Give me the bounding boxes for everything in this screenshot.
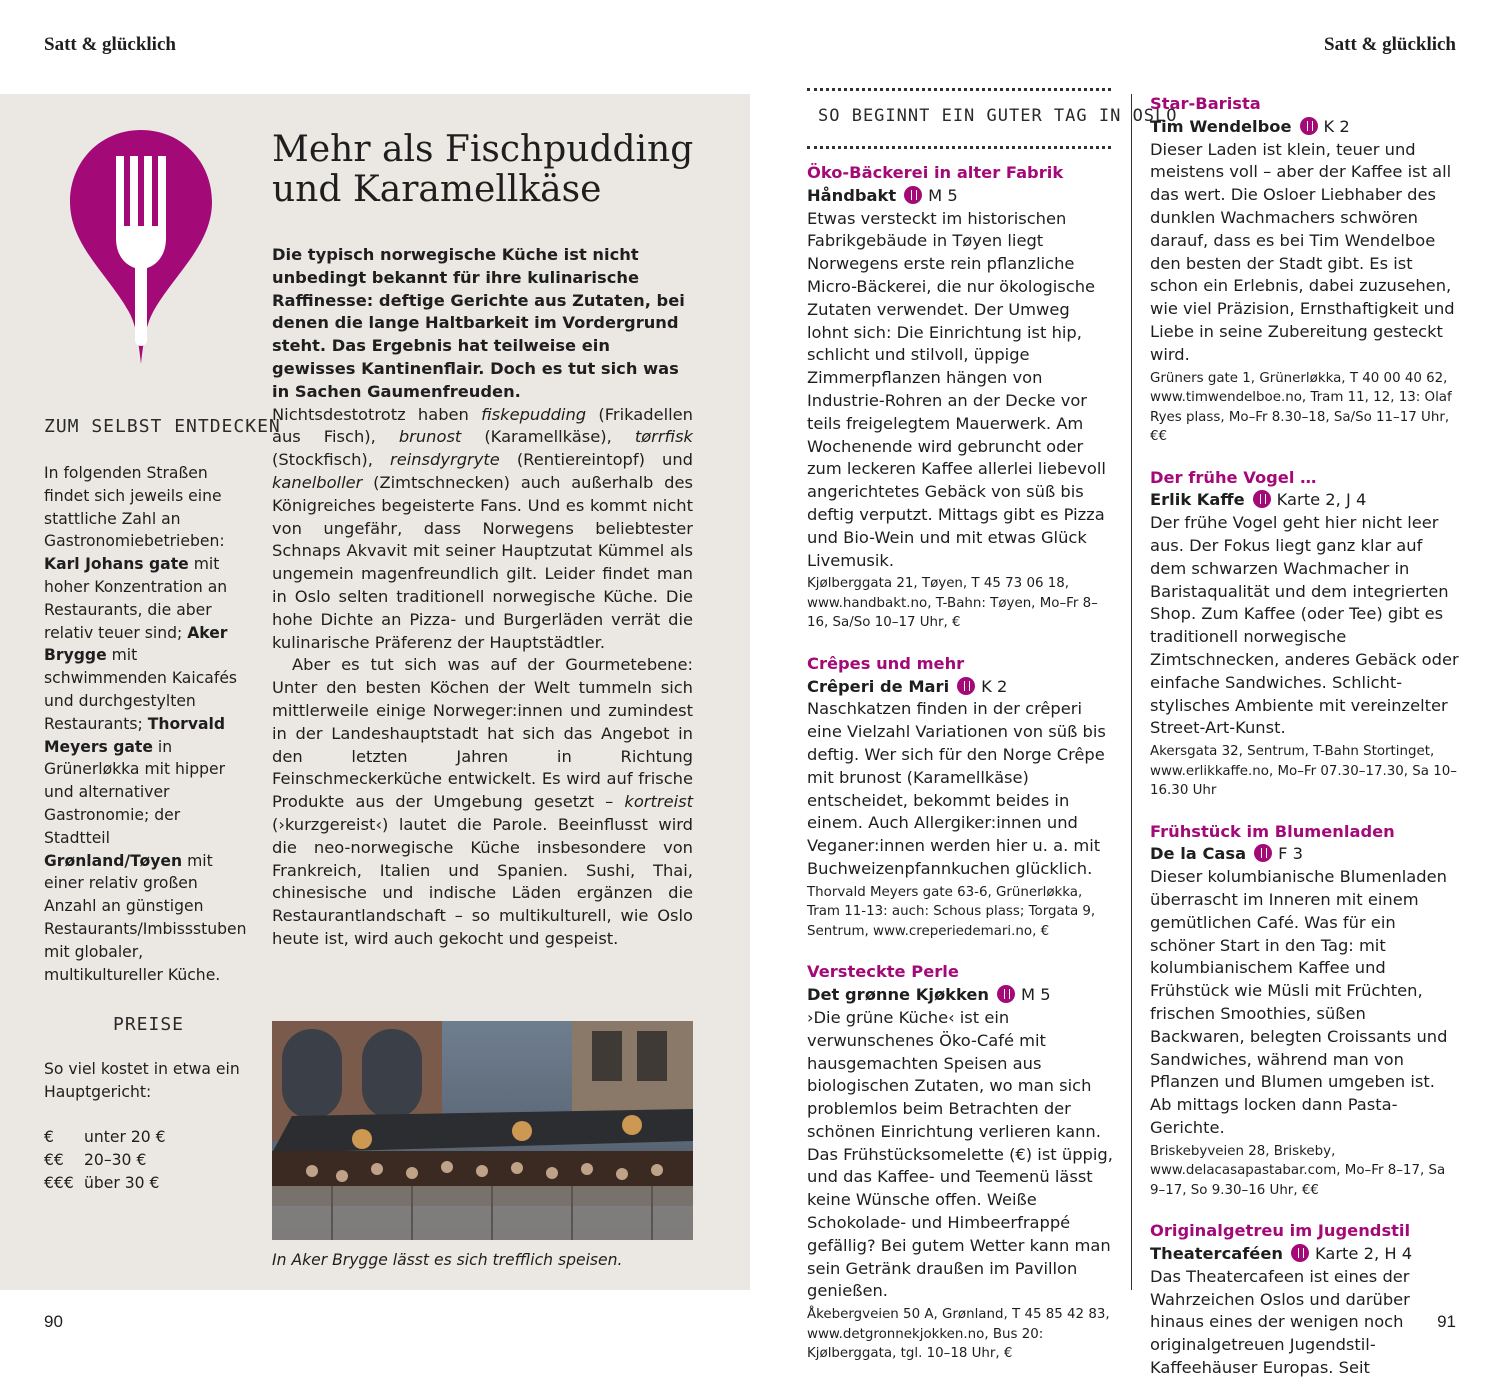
street-thorvald-meyers-gate: Thorvald Meyers gate (44, 714, 226, 756)
fork-pin-icon (66, 126, 216, 366)
tips-heading: SO BEGINNT EIN GUTER TAG IN OSLO (818, 106, 1178, 126)
fork-badge-icon (1300, 117, 1318, 135)
price-row: €€ 20–30 € (44, 1151, 147, 1170)
tip-address: Thorvald Meyers gate 63-6, Grünerløkka, Tram 11-13: auch: Schous plass; Torgata 9, Sentrum, www.creperiedemari.no, € (807, 884, 1096, 939)
tip-entry (807, 653, 1113, 941)
tip-headline: Crêpes und mehr (807, 653, 965, 673)
fork-badge-icon (1253, 490, 1271, 508)
tip-entry (1150, 93, 1460, 447)
page-number-right: 91 (1437, 1312, 1456, 1331)
article-body (272, 244, 693, 951)
tip-venue: Crêperi de Mari K 2 (807, 676, 1008, 696)
page-number-left: 90 (44, 1312, 63, 1331)
tip-entry (807, 162, 1113, 633)
column-divider (1131, 94, 1132, 1290)
tip-headline: Star-Barista (1150, 94, 1261, 113)
tip-venue: Tim Wendelboe K 2 (1150, 116, 1350, 136)
tip-venue: Theatercaféen Karte 2, H 4 (1150, 1244, 1413, 1264)
tip-venue: Håndbakt M 5 (807, 185, 958, 205)
tip-address: Akersgata 32, Sentrum, T-Bahn Stortinget, www.erlikkaffe.no, Mo–Fr 07.30–17.30, Sa 10–16.30 Uhr (1150, 744, 1457, 799)
tip-description: Dieser Laden ist klein, teuer und meistens voll – aber der Kaffee ist all das wert. Die Osloer Liebhaber des dunklen Wachmachers schwören darauf, dass es bei Tim Wendelboe den besten der Stadt gibt. Es ist schon ein Erlebnis, dabei zuzusehen, wie viel Präzision, Ernsthaftigkeit und Liebe in seine Zubereitung gesteckt wird. (1150, 139, 1455, 364)
prices-intro: So viel kostet in etwa ein Hauptgericht: (44, 1060, 240, 1101)
sidebar-text: In folgenden Straßen findet sich jeweils eine stattliche Zahl an Gastronomiebetrieben: Karl Johans gate mit hoher Konzentration an Restaurants, die aber relativ teuer sind; Aker Brygge mit schwimmenden Kaicafés und durchgestylten Restaurants; Thorvald Meyers gate in Grünerløkka mit hipper und alternativer Gastronomie; der Stadtteil Grønland/Tøyen mit einer relativ großen Anzahl an günstigen Restaurants/Imbissstuben mit globaler, multikultureller Küche. (44, 464, 247, 984)
tip-address: Grüners gate 1, Grünerløkka, T 40 00 40 62, www.timwendelboe.no, Tram 11, 12, 13: Olaf Ryes plass, Mo–Fr 8.30–18, Sa/So 11–17 Uhr, €€ (1150, 370, 1452, 445)
tip-headline: Versteckte Perle (807, 962, 959, 982)
tip-entry (1150, 1220, 1460, 1380)
tip-description: Etwas versteckt im historischen Fabrikgebäude in Tøyen liegt Norwegens erste rein pflanzliche Micro-Bäckerei, die nur ökologische Zutaten verwendet. Der Umweg lohnt sich: Die Einrichtung ist hip, schlicht und stilvoll, üppige Zimmerpflanzen hängen von Industrie-Rohren an der Decke vor teils freigelegtem Mauerwerk. Am Wochenende wird gebruncht oder zum leckeren Kaffee allerlei liebevoll angerichtetes Gebäck von süß bis deftig verputzt. Mittags gibt es Pizza und Bio-Wein und mit etwas Glück Livemusik. (807, 208, 1106, 570)
price-row: € unter 20 € (44, 1128, 166, 1147)
tip-address: Kjølberggata 21, Tøyen, T 45 73 06 18, www.handbakt.no, T-Bahn: Tøyen, Mo–Fr 8–16, Sa/So 10–17 Uhr, € (807, 576, 1098, 631)
dotted-rule-top (807, 88, 1111, 91)
tip-entry (1150, 467, 1460, 801)
tip-headline: Öko-Bäckerei in alter Fabrik (807, 163, 1064, 182)
fork-badge-icon (997, 985, 1015, 1003)
tip-entry (1150, 821, 1460, 1201)
tip-entry (807, 961, 1113, 1363)
article-paragraph: Aber es tut sich was auf der Gourmetebene: Unter den besten Köchen der Welt tummeln sich mittlerweile einige Norweger:innen und zumindest in der Landeshauptstadt hat sich das Angebot in den letzten Jahren in Richtung Feinschmeckerküche entwickelt. Es wird auf frische Produkte aus der Umgebung gesetzt – kortreist (›kurzgereist‹) lautet die Parole. Beeinflusst wird die neo-norwegische Küche insbesondere von Frankreich, Italien und Spanien. Sushi, Thai, chinesische und indische Läden ergänzen die Restaurantlandschaft – so multikulturell, wie Oslo heute ist, wird auch gekocht und gespeist. (272, 655, 693, 948)
dotted-rule-bottom (807, 146, 1111, 149)
tip-venue: De la Casa F 3 (1150, 844, 1303, 864)
sidebar-heading: ZUM SELBST ENTDECKEN (44, 416, 281, 437)
tip-description: Naschkatzen finden in der crêperi eine Vielzahl Variationen von süß bis deftig. Wer sich für den Norge Crêpe mit brunost (Karamellkäse) entscheidet, bekommt beides in einem. Auch Allergiker:innen und Veganer:innen werden hier u. a. mit Buchweizenpfannkuchen glücklich. (807, 699, 1106, 879)
district-gronland-toyen: Grønland/Tøyen (44, 851, 183, 870)
price-row: €€€ über 30 € (44, 1173, 160, 1192)
tip-address: Åkebergveien 50 A, Grønland, T 45 85 42 83, www.detgronnekjokken.no, Bus 20: Kjølberggata, tgl. 10–18 Uhr, € (807, 1307, 1110, 1362)
tip-venue: Det grønne Kjøkken M 5 (807, 985, 1051, 1005)
tip-venue: Erlik Kaffe Karte 2, J 4 (1150, 490, 1367, 510)
photo-caption: In Aker Brygge lässt es sich trefflich speisen. (272, 1251, 623, 1269)
running-header-left: Satt & glücklich (44, 34, 176, 55)
fork-badge-icon (957, 677, 975, 695)
tip-description: Dieser kolumbianische Blumenladen überrascht im Inneren mit einem gemütlichen Café. Was für ein schöner Start in den Tag: mit kolumbianischem Kaffee und Frühstück wie Müsli mit Früchten, frischen Smoothies, süßen Backwaren, belegten Croissants und Sandwiches, während man von Pflanzen und Blumen umgeben ist. Ab mittags locken dann Pasta-Gerichte. (1150, 867, 1448, 1137)
street-karl-johans-gate: Karl Johans gate (44, 555, 189, 574)
cafe-terrace-photo (272, 1021, 693, 1240)
tip-headline: Der frühe Vogel … (1150, 467, 1317, 487)
fork-badge-icon (1254, 844, 1272, 862)
tip-headline: Frühstück im Blumenladen (1150, 821, 1395, 841)
tips-column-2 (1150, 93, 1460, 1400)
fork-badge-icon (904, 186, 922, 204)
fork-badge-icon (1291, 1244, 1309, 1262)
tip-description: Der frühe Vogel geht hier nicht leer aus. Der Fokus liegt ganz klar auf dem schwarzen Wachmacher in Baristaqualität und dem integrierten Shop. Zum Kaffee (oder Tee) gibt es traditionell norwegische Zimtschnecken, anderes Gebäck oder einfache Sandwiches. Schlicht-stylisches Ambiente mit vereinzelter Street-Art-Kunst. (1150, 513, 1459, 738)
tip-description: ›Die grüne Küche‹ ist ein verwunschenes Öko-Café mit hausgemachten Speisen aus biologischen Zutaten, wo man sich problemlos beim Betrachten der schönen Einrichtung verlieren kann. Das Frühstücksomelette (€) ist üppig, und das Kaffee- und Teemenü lässt keine Wünsche offen. Weiße Schokolade- und Himbeerfrappé gefällig? Bei gutem Wetter kann man sein Getränk draußen im Pavillon genießen. (807, 1007, 1113, 1301)
running-header-right: Satt & glücklich (1324, 34, 1456, 55)
article-paragraph: Nichtsdestotrotz haben fiskepudding (Frikadellen aus Fisch), brunost (Karamellkäse), tørrfisk (Stockfisch), reinsdyrgryte (Rentiereintopf) und kanelboller (Zimtschnecken) auch außerhalb des Königreiches begeisterte Fans. Und es kommt nicht von ungefähr, dass Norwegens beliebtester Schnaps Akvavit mit seiner Hauptzutat Kümmel als ungemein magenfreundlich gilt. Leider findet man in Oslo selten traditionell norwegische Küche. Die hohe Dichte an Pizza- und Burgerläden verrät die kulinarische Präferenz der Hauptstädtler. (272, 404, 693, 652)
street-aker-brygge: Aker Brygge (44, 623, 228, 665)
prices-block (44, 1058, 254, 1195)
article-headline: Mehr als Fischpudding und Karamellkäse (272, 129, 694, 210)
tip-address: Briskebyveien 28, Briskeby, www.delacasapastabar.com, Mo–Fr 8–17, Sa 9–17, So 9.30–16 Uhr, €€ (1150, 1143, 1446, 1198)
tip-description: Das Theatercafeen ist eines der Wahrzeichen Oslos und darüber hinaus eines der wenigen noch originalgetreuen Jugendstil-Kaffeehäuser Europas. Seit (1150, 1266, 1410, 1378)
tips-column-1 (807, 162, 1113, 1384)
tip-headline: Originalgetreu im Jugendstil (1150, 1221, 1411, 1241)
prices-heading: PREISE (113, 1014, 185, 1035)
article-lead: Die typisch norwegische Küche ist nicht unbedingt bekannt für ihre kulinarische Raffinesse: deftige Gerichte aus Zutaten, bei denen die lange Haltbarkeit im Vordergrund steht. Das Ergebnis hat teilweise ein gewisses Kantinenflair. Doch es tut sich was in Sachen Gaumenfreuden. (272, 245, 685, 401)
